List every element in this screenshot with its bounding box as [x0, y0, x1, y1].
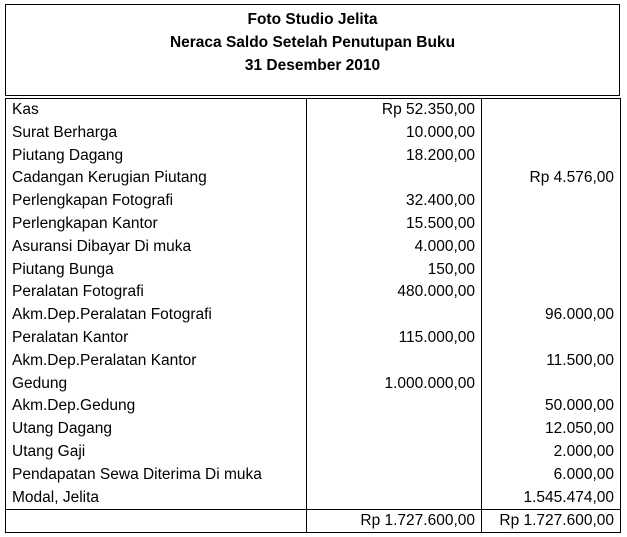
credit-cell: 96.000,00: [482, 304, 621, 327]
credit-cell: 11.500,00: [482, 350, 621, 373]
credit-cell: [482, 259, 621, 282]
table-row: [6, 99, 621, 122]
credit-cell: 50.000,00: [482, 395, 621, 418]
credit-cell: 2.000,00: [482, 441, 621, 464]
credit-cell: [482, 236, 621, 259]
debit-cell: Rp 52.350,00: [307, 99, 482, 122]
debit-cell: 10.000,00: [307, 122, 482, 145]
credit-cell: [482, 122, 621, 145]
debit-cell: 32.400,00: [307, 190, 482, 213]
debit-cell: 18.200,00: [307, 145, 482, 168]
trial-balance-sheet: [5, 4, 620, 533]
table-row: [6, 395, 621, 418]
account-name: Utang Gaji: [6, 441, 307, 464]
account-name: Perlengkapan Kantor: [6, 213, 307, 236]
debit-cell: 480.000,00: [307, 281, 482, 304]
table-row: [6, 167, 621, 190]
account-name: Piutang Bunga: [6, 259, 307, 282]
table-row: [6, 418, 621, 441]
debit-cell: 150,00: [307, 259, 482, 282]
table-row: [6, 281, 621, 304]
credit-cell: [482, 99, 621, 122]
table-row: [6, 373, 621, 396]
table-row: [6, 487, 621, 510]
ledger-table: [5, 98, 621, 533]
report-title: Neraca Saldo Setelah Penutupan Buku: [169, 34, 456, 51]
account-name: Pendapatan Sewa Diterima Di muka: [6, 464, 307, 487]
debit-cell: [307, 304, 482, 327]
table-row: [6, 190, 621, 213]
table-row: [6, 213, 621, 236]
company-name: Foto Studio Jelita: [247, 11, 378, 28]
debit-cell: [307, 464, 482, 487]
totals-label: [6, 510, 307, 533]
account-name: Gedung: [6, 373, 307, 396]
account-name: Modal, Jelita: [6, 487, 307, 510]
debit-cell: [307, 395, 482, 418]
credit-cell: 1.545.474,00: [482, 487, 621, 510]
account-name: Peralatan Kantor: [6, 327, 307, 350]
table-row: [6, 304, 621, 327]
account-name: Cadangan Kerugian Piutang: [6, 167, 307, 190]
account-name: Surat Berharga: [6, 122, 307, 145]
debit-cell: 4.000,00: [307, 236, 482, 259]
debit-cell: 1.000.000,00: [307, 373, 482, 396]
account-name: Kas: [6, 99, 307, 122]
credit-cell: [482, 190, 621, 213]
table-row: [6, 327, 621, 350]
report-header: [5, 4, 620, 96]
report-date: 31 Desember 2010: [244, 57, 381, 74]
credit-cell: 12.050,00: [482, 418, 621, 441]
total-credit: Rp 1.727.600,00: [482, 510, 621, 533]
table-row: [6, 464, 621, 487]
account-name: Peralatan Fotografi: [6, 281, 307, 304]
debit-cell: [307, 487, 482, 510]
credit-cell: [482, 281, 621, 304]
credit-cell: [482, 145, 621, 168]
credit-cell: [482, 213, 621, 236]
totals-row: [6, 510, 621, 533]
account-name: Akm.Dep.Peralatan Kantor: [6, 350, 307, 373]
credit-cell: [482, 327, 621, 350]
debit-cell: [307, 418, 482, 441]
debit-cell: [307, 350, 482, 373]
account-name: Perlengkapan Fotografi: [6, 190, 307, 213]
account-name: Asuransi Dibayar Di muka: [6, 236, 307, 259]
table-row: [6, 441, 621, 464]
account-name: Akm.Dep.Gedung: [6, 395, 307, 418]
table-row: [6, 350, 621, 373]
debit-cell: [307, 441, 482, 464]
debit-cell: [307, 167, 482, 190]
table-row: [6, 145, 621, 168]
table-row: [6, 236, 621, 259]
table-row: [6, 122, 621, 145]
credit-cell: 6.000,00: [482, 464, 621, 487]
account-name: Piutang Dagang: [6, 145, 307, 168]
credit-cell: [482, 373, 621, 396]
credit-cell: Rp 4.576,00: [482, 167, 621, 190]
total-debit: Rp 1.727.600,00: [307, 510, 482, 533]
table-row: [6, 259, 621, 282]
ledger-body: [6, 99, 621, 510]
debit-cell: 115.000,00: [307, 327, 482, 350]
account-name: Utang Dagang: [6, 418, 307, 441]
debit-cell: 15.500,00: [307, 213, 482, 236]
account-name: Akm.Dep.Peralatan Fotografi: [6, 304, 307, 327]
